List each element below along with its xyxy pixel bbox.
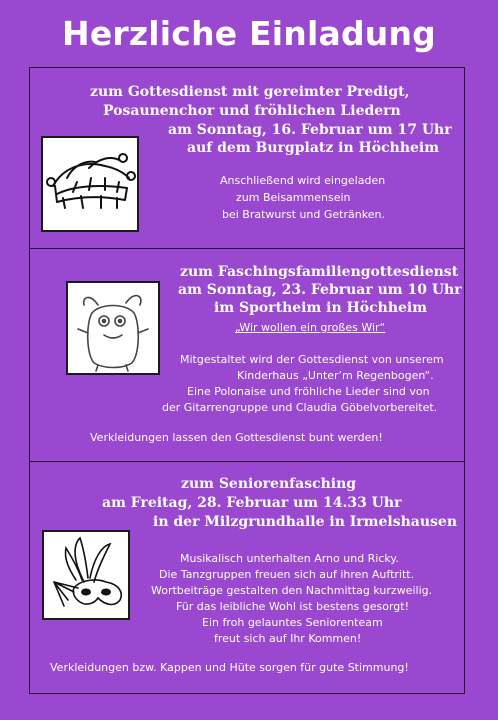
motto-text: „Wir wollen ein großes Wir“ <box>235 321 386 334</box>
body-line: Mitgestaltet wird der Gottesdienst von unserem <box>180 353 444 366</box>
carnival-mask-icon <box>42 530 130 620</box>
heading-line: im Sportheim in Höchheim <box>214 300 428 316</box>
body-line: Die Tanzgruppen freuen sich auf ihren Auftritt. <box>159 568 415 581</box>
heading-line: auf dem Burgplatz in Höchheim <box>187 140 440 156</box>
section-gottesdienst <box>29 67 465 249</box>
heading-line: Posaunenchor und fröhlichen Liedern <box>103 103 401 119</box>
body-line: Ein froh gelauntes Seniorenteam <box>202 616 383 629</box>
furry-monster-icon <box>66 281 160 375</box>
body-line: Kinderhaus „Unter’m Regenbogen“. <box>237 369 434 382</box>
body-line: Wortbeiträge gestalten den Nachmittag kurzweilig. <box>151 584 433 597</box>
heading-line: am Sonntag, 23. Februar um 10 Uhr <box>178 282 462 298</box>
heading-line: zum Faschingsfamiliengottesdienst <box>180 264 459 280</box>
body-line: Musikalisch unterhalten Arno und Ricky. <box>180 552 399 565</box>
heading-line: zum Gottesdienst mit gereimter Predigt, <box>90 84 410 100</box>
heading-line: am Freitag, 28. Februar um 14.33 Uhr <box>102 495 402 511</box>
body-line: der Gitarrengruppe und Claudia Göbelvorbereitet. <box>162 401 438 414</box>
footer-text: Verkleidungen lassen den Gottesdienst bunt werden! <box>90 431 383 444</box>
body-line: Für das leibliche Wohl ist bestens gesorgt! <box>176 600 410 613</box>
heading-line: zum Seniorenfasching <box>181 476 357 492</box>
jester-hat-icon <box>41 136 139 232</box>
heading-line: am Sonntag, 16. Februar um 17 Uhr <box>168 122 452 138</box>
body-line: Eine Polonaise und fröhliche Lieder sind von <box>187 385 430 398</box>
body-line: bei Bratwurst und Getränken. <box>222 208 385 221</box>
section-familiengottesdienst <box>29 248 465 462</box>
body-line: Anschließend wird eingeladen <box>220 174 386 187</box>
heading-line: in der Milzgrundhalle in Irmelshausen <box>153 514 457 530</box>
section-seniorenfasching <box>29 461 465 694</box>
page-title: Herzliche Einladung <box>62 14 436 53</box>
body-line: zum Beisammensein <box>236 191 351 204</box>
footer-text: Verkleidungen bzw. Kappen und Hüte sorgen für gute Stimmung! <box>50 661 409 674</box>
body-line: freut sich auf Ihr Kommen! <box>214 632 362 645</box>
